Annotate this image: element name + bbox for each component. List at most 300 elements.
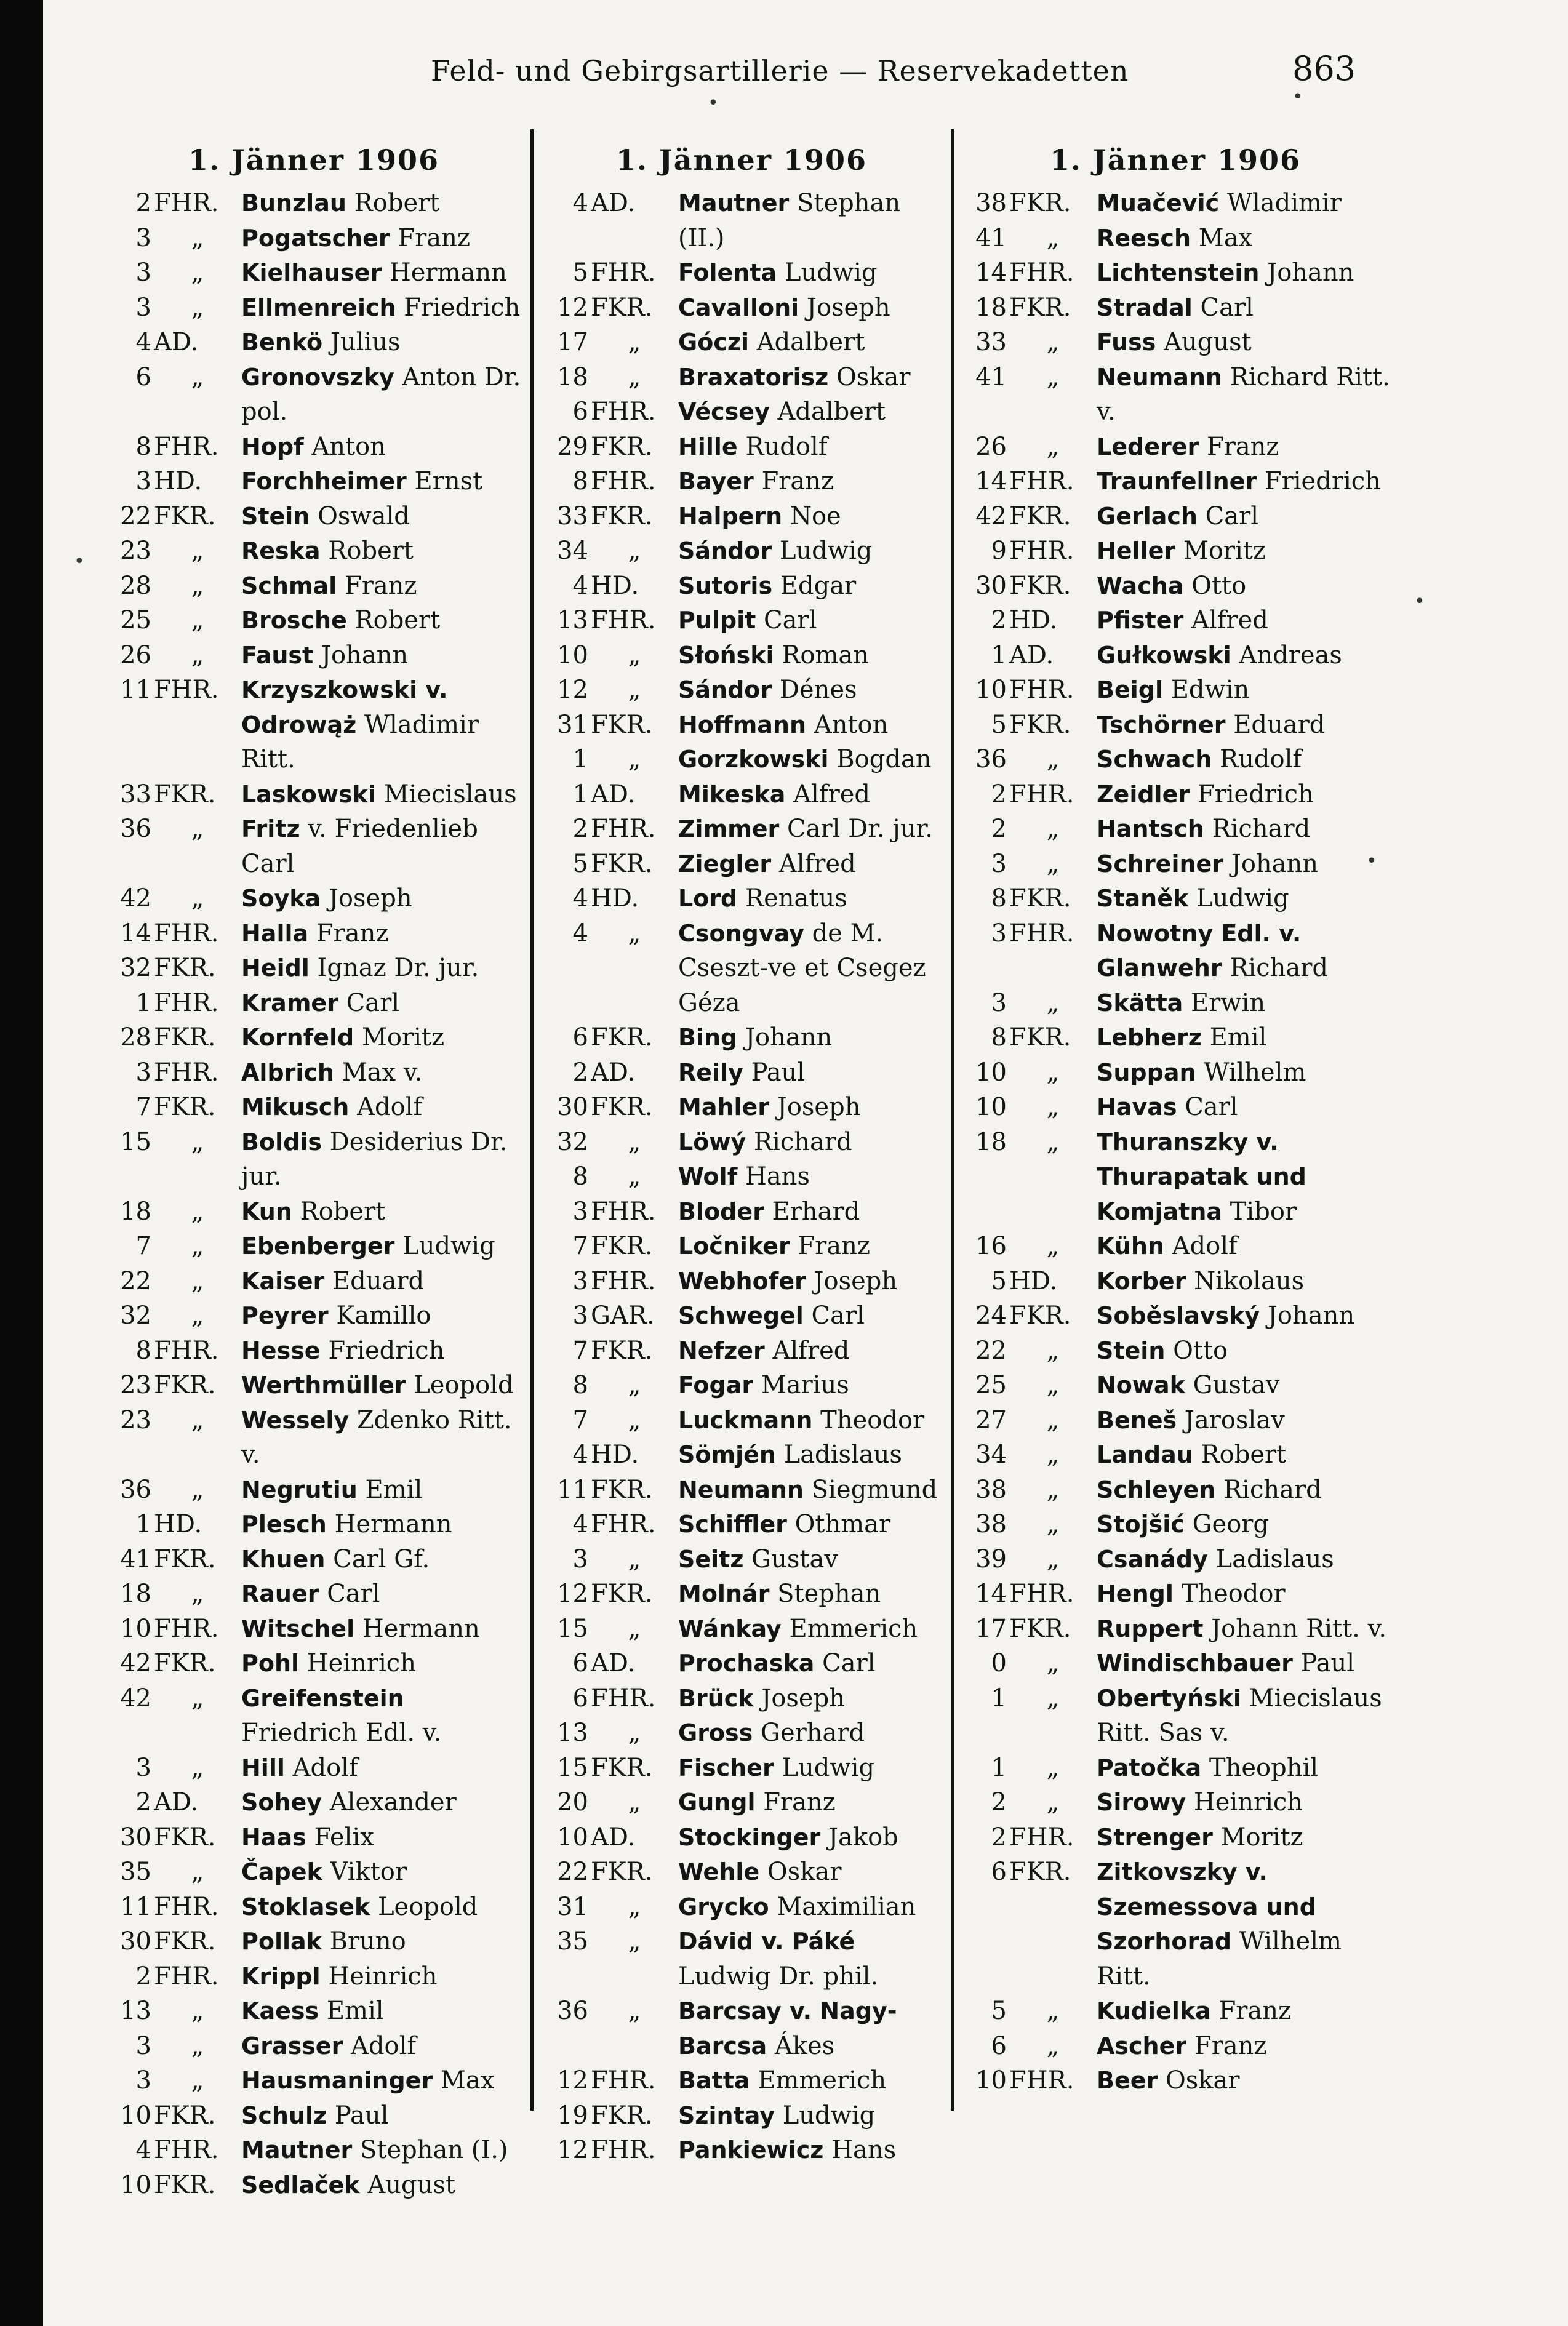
entry-list [105,186,529,2202]
entry-type: FKR. [591,293,653,322]
entry-type: „ [628,1788,641,1816]
entry-name [678,1368,942,1403]
entry-type: „ [628,641,641,669]
entry-type: „ [191,2066,204,2095]
entry-name [678,1890,942,1925]
entry-count: 18 [975,1127,1007,1156]
entry-count: 3 [135,223,151,252]
entry-name [241,1542,523,1577]
entry-surname: Lebherz [1097,1024,1202,1051]
entry-count: 42 [120,1649,151,1677]
entry-type: FKR. [1009,710,1071,739]
entry-count: 3 [572,1301,588,1330]
list-item [960,569,1391,604]
entry-given-name: Roman [782,641,870,669]
entry-given-name: Rudolf [1220,745,1302,773]
entry-type: FHR. [591,2066,656,2095]
entry-count: 33 [120,780,151,809]
entry-count: 8 [991,1023,1007,1052]
list-item [542,290,942,326]
entry-name [241,1577,523,1612]
entry-count: 0 [991,1649,1007,1677]
entry-surname: Brosche [241,607,347,634]
entry-count: 4 [572,919,588,948]
entry-surname: Patočka [1097,1754,1202,1781]
entry-name [241,1681,523,1751]
entry-name [1097,569,1391,604]
entry-type: FKR. [1009,293,1071,322]
list-item [960,499,1391,534]
entry-count: 2 [991,606,1007,634]
list-item [105,1264,523,1299]
list-item [542,708,942,743]
entry-surname: Khuen [241,1545,326,1573]
entry-count: 35 [120,1858,151,1886]
list-item [542,430,942,465]
entry-given-name: Alfred [1191,606,1268,634]
list-item [105,881,523,916]
entry-name [241,1890,523,1925]
entry-name [678,569,942,604]
entry-given-name: Franz [1206,432,1279,461]
entry-surname: Ascher [1097,2032,1187,2060]
entry-type: FHR. [154,1892,219,1921]
entry-surname: Halpern [678,502,783,530]
entry-count: 12 [557,1580,588,1608]
entry-type: „ [1046,849,1060,878]
print-speck: • [1366,850,1377,872]
entry-given-name: Adolf [292,1753,358,1782]
entry-name [678,812,942,847]
entry-given-name: Otto [1191,571,1247,600]
entry-name [1097,986,1391,1021]
entry-surname: Braxatorisz [678,363,829,391]
entry-name [678,430,942,465]
print-speck: • [74,551,85,572]
entry-count: 10 [120,2101,151,2130]
entry-name [678,464,942,499]
list-item [105,673,523,777]
entry-name [241,1229,523,1264]
entry-type: FHR. [591,258,656,287]
entry-count: 20 [557,1788,588,1816]
list-item [960,1333,1391,1369]
entry-type: „ [628,1371,641,1399]
entry-type: „ [191,1127,204,1156]
entry-count: 3 [135,2066,151,2095]
entry-type: „ [191,1580,204,1608]
list-item [105,1473,523,1508]
entry-name [1097,2029,1391,2064]
entry-type: FHR. [1009,1580,1074,1608]
entry-surname: Wánkay [678,1615,782,1642]
entry-surname: Lord [678,885,738,912]
entry-type: HD. [1009,1266,1058,1295]
entry-given-name: Johann Ritt. v. [1211,1614,1387,1643]
entry-type: AD. [591,1058,636,1087]
entry-given-name: Carl [1205,502,1259,530]
entry-type: „ [1046,1475,1060,1504]
list-item [105,603,523,638]
list-item [960,1507,1391,1542]
entry-count: 30 [975,571,1007,600]
entry-type: „ [1046,745,1060,773]
entry-type: FHR. [1009,537,1074,565]
list-item [105,290,523,326]
entry-given-name: Wilhelm Ritt. [1097,1927,1350,1991]
entry-name [678,1577,942,1612]
entry-given-name: Paul [1300,1649,1355,1677]
list-item [105,1020,523,1055]
entry-surname: Boldis [241,1128,322,1156]
entry-given-name: Desiderius Dr. jur. [241,1127,516,1191]
entry-name [678,1785,942,1820]
entry-given-name: Maximilian [777,1892,916,1921]
entry-type: FHR. [1009,676,1074,704]
list-item [542,1125,942,1160]
entry-surname: Pulpit [678,607,756,634]
entry-name [1097,1785,1391,1820]
entry-given-name: Leopold [414,1371,514,1399]
entry-surname: Cavalloni [678,294,799,321]
entry-surname: Havas [1097,1093,1177,1121]
entry-count: 41 [120,1545,151,1573]
entry-name [241,1368,523,1403]
entry-name [678,499,942,534]
entry-surname: Csanády [1097,1545,1208,1573]
list-item [960,2029,1391,2064]
entry-given-name: Eduard [332,1266,425,1295]
entry-name [241,1924,523,1959]
entry-name [678,1994,942,2063]
list-item [542,1820,942,1855]
entry-type: „ [1046,1788,1060,1816]
entry-surname: Hill [241,1754,285,1781]
entry-given-name: Nikolaus [1194,1266,1305,1295]
entry-type: „ [1046,1405,1060,1434]
entry-given-name: Marius [761,1371,849,1399]
entry-surname: Zitkovszky v. Szemessova und Szorhorad [1097,1858,1325,1955]
entry-given-name: Stephan (I.) [359,2136,508,2164]
entry-given-name: Franz [316,919,389,948]
entry-given-name: Adolf [351,2031,417,2060]
entry-type: AD. [591,1649,636,1677]
entry-surname: Strenger [1097,1823,1213,1851]
entry-name [1097,638,1391,673]
entry-type: FHR. [591,398,656,426]
entry-count: 3 [135,2031,151,2060]
running-title: Feld- und Gebirgsartillerie — Reservekadetten [431,54,1129,87]
entry-surname: Molnár [678,1580,770,1607]
entry-given-name: Ernst [414,467,483,495]
entry-type: „ [191,1684,204,1713]
entry-count: 24 [975,1301,1007,1330]
entry-name [678,325,942,360]
entry-name [1097,1751,1391,1786]
entry-name [1097,1368,1391,1403]
list-item [105,1194,523,1229]
page-number: 863 [1292,49,1356,88]
list-item [542,1924,942,1994]
entry-name [241,1785,523,1820]
entry-surname: Gronovszky [241,363,394,391]
entry-count: 28 [120,571,151,600]
entry-count: 4 [572,1441,588,1469]
entry-surname: Neumann [678,1476,804,1503]
entry-name [678,290,942,326]
entry-surname: Fogar [678,1372,754,1399]
entry-name [678,1507,942,1542]
list-item [960,1612,1391,1647]
entry-given-name: Bruno [329,1927,406,1956]
entry-name [241,1959,523,1994]
entry-count: 8 [572,467,588,495]
entry-count: 2 [991,1788,1007,1816]
entry-count: 7 [135,1093,151,1121]
entry-count: 2 [135,1962,151,1991]
entry-count: 19 [557,2101,588,2130]
entry-count: 42 [975,502,1007,530]
entry-count: 38 [975,1475,1007,1504]
entry-name [241,1333,523,1369]
entry-type: FKR. [154,1371,216,1399]
entry-type: „ [628,362,641,391]
list-item [542,1785,942,1820]
entry-count: 23 [120,1371,151,1399]
entry-given-name: Ladislaus [783,1441,902,1469]
list-item [542,1890,942,1925]
entry-given-name: Emil [365,1475,423,1504]
entry-name [241,2063,523,2098]
entry-given-name: Max [440,2066,495,2095]
entry-type: FKR. [1009,1301,1071,1330]
list-item [960,464,1391,499]
list-item [105,2029,523,2064]
entry-count: 10 [120,2170,151,2199]
entry-count: 15 [120,1127,151,1156]
entry-given-name: Johann [1267,1301,1355,1330]
entry-name [678,1473,942,1508]
list-item [960,186,1391,221]
entry-surname: Ziegler [678,850,772,877]
entry-name [678,1055,942,1090]
entry-name [678,881,942,916]
entry-count: 39 [975,1545,1007,1573]
entry-given-name: Adolf [1172,1232,1238,1260]
list-item [960,1020,1391,1055]
entry-given-name: Wladimir Ritt. [241,710,487,773]
entry-surname: Hoffmann [678,711,807,738]
entry-surname: Reska [241,537,321,564]
list-item [105,186,523,221]
entry-type: FHR. [154,1614,219,1643]
entry-given-name: Franz [763,1788,836,1816]
entry-count: 18 [120,1580,151,1608]
entry-given-name: Ludwig [779,537,873,565]
list-item [960,986,1391,1021]
entry-count: 1 [991,641,1007,669]
entry-surname: Plesch [241,1511,327,1538]
entry-type: FKR. [154,1023,216,1052]
list-item [105,1577,523,1612]
entry-type: FHR. [154,1058,219,1087]
list-item [542,603,942,638]
list-item [105,464,523,499]
list-item [105,812,523,881]
entry-given-name: Ludwig [1196,884,1289,913]
entry-count: 10 [975,1093,1007,1121]
entry-type: „ [1046,328,1060,356]
entry-name [241,638,523,673]
list-item [542,742,942,777]
list-item [105,1751,523,1786]
entry-name [241,1020,523,1055]
entry-type: „ [1046,1997,1060,2025]
entry-surname: Pankiewicz [678,2136,824,2164]
entry-given-name: Theophil [1209,1753,1319,1782]
list-item [960,1298,1391,1333]
entry-surname: Mautner [678,190,790,217]
entry-list [542,186,942,2168]
entry-surname: Ellmenreich [241,294,396,321]
scan-edge-shadow [0,0,43,2326]
entry-type: „ [628,1997,641,2025]
entry-type: FKR. [591,1093,653,1121]
entry-count: 10 [975,2066,1007,2095]
entry-name [241,499,523,534]
entry-name [1097,464,1391,499]
list-item [960,708,1391,743]
entry-given-name: Anton [311,432,386,461]
entry-type: „ [628,328,641,356]
entry-surname: Korber [1097,1267,1186,1295]
entry-name [678,1612,942,1647]
entry-name [1097,290,1391,326]
list-item [960,673,1391,708]
entry-type: HD. [591,1441,639,1469]
entry-given-name: Franz [344,571,417,600]
entry-type: „ [191,606,204,634]
entry-surname: Prochaska [678,1650,815,1677]
entry-count: 26 [975,432,1007,461]
entry-given-name: Bogdan [836,745,932,773]
entry-surname: Zimmer [678,815,780,842]
entry-count: 12 [557,676,588,704]
entry-name [1097,603,1391,638]
entry-name [241,569,523,604]
entry-count: 25 [120,606,151,634]
entry-given-name: Franz [1218,1997,1292,2025]
list-item [542,1403,942,1438]
entry-given-name: Gustav [1193,1371,1280,1399]
entry-type: FHR. [154,1962,219,1991]
entry-surname: Stein [241,502,310,530]
entry-count: 6 [572,1023,588,1052]
entry-name [1097,325,1391,360]
entry-name [678,1542,942,1577]
entry-given-name: Stephan (II.) [678,189,908,252]
entry-given-name: Max v. [342,1058,423,1087]
entry-count: 7 [572,1405,588,1434]
entry-type: „ [191,293,204,322]
entry-name [678,603,942,638]
entry-type: „ [191,1266,204,1295]
entry-type: „ [1046,1684,1060,1713]
list-item [105,1090,523,1125]
entry-name [1097,1681,1391,1751]
entry-surname: Stockinger [678,1823,821,1851]
print-speck: • [1292,86,1303,108]
entry-surname: Suppan [1097,1058,1196,1086]
entry-given-name: Ludwig [402,1232,495,1260]
column-rule [530,129,534,2111]
entry-surname: Csongvay [678,919,804,947]
entry-type: „ [191,537,204,565]
entry-given-name: Oskar [1165,2066,1240,2095]
entry-surname: Benkö [241,329,323,356]
entry-name [1097,1055,1391,1090]
entry-given-name: Miecislaus Ritt. Sas v. [1097,1684,1390,1747]
entry-type: FKR. [591,2101,653,2130]
list-item [960,742,1391,777]
entry-surname: Bunzlau [241,190,346,217]
entry-type: HD. [1009,606,1058,634]
entry-name [678,708,942,743]
entry-surname: Nowotny Edl. v. Glanwehr [1097,919,1310,981]
entry-given-name: Franz [761,467,834,495]
list-item [960,1368,1391,1403]
entry-type: FKR. [591,1023,653,1052]
entry-given-name: Julius [330,328,401,356]
entry-surname: Gorzkowski [678,746,829,773]
entry-type: FKR. [591,849,653,878]
entry-count: 15 [557,1753,588,1782]
entry-given-name: Anton Dr. pol. [241,362,529,426]
entry-given-name: Franz [398,223,470,252]
entry-surname: Hille [678,433,738,460]
list-item [960,847,1391,882]
list-item [105,1785,523,1820]
list-item [960,290,1391,326]
list-item [960,1125,1391,1229]
entry-surname: Schreiner [1097,850,1224,877]
entry-surname: Krzyszkowski v. Odrowąż [241,676,456,738]
entry-name [1097,1090,1391,1125]
entry-type: „ [628,676,641,704]
entry-surname: Pfister [1097,607,1184,634]
entry-surname: Ruppert [1097,1615,1204,1642]
entry-given-name: Emil [326,1997,384,2025]
entry-name [678,2133,942,2168]
entry-count: 6 [572,1684,588,1713]
entry-count: 14 [975,258,1007,287]
entry-type: FHR. [591,2136,656,2164]
list-item [105,1125,523,1194]
entry-given-name: Friedrich Edl. v. [241,1719,442,1747]
entry-count: 12 [557,2066,588,2095]
list-item [105,1681,523,1751]
entry-count: 2 [991,1823,1007,1852]
entry-type: FHR. [1009,2066,1074,2095]
list-item [960,1820,1391,1855]
entry-given-name: Ludwig Dr. phil. [678,1962,879,1991]
entry-name [1097,847,1391,882]
entry-count: 1 [572,745,588,773]
entry-type: „ [628,1892,641,1921]
entry-count: 34 [975,1441,1007,1469]
entry-type: FHR. [1009,467,1074,495]
entry-type: FHR. [591,1684,656,1713]
